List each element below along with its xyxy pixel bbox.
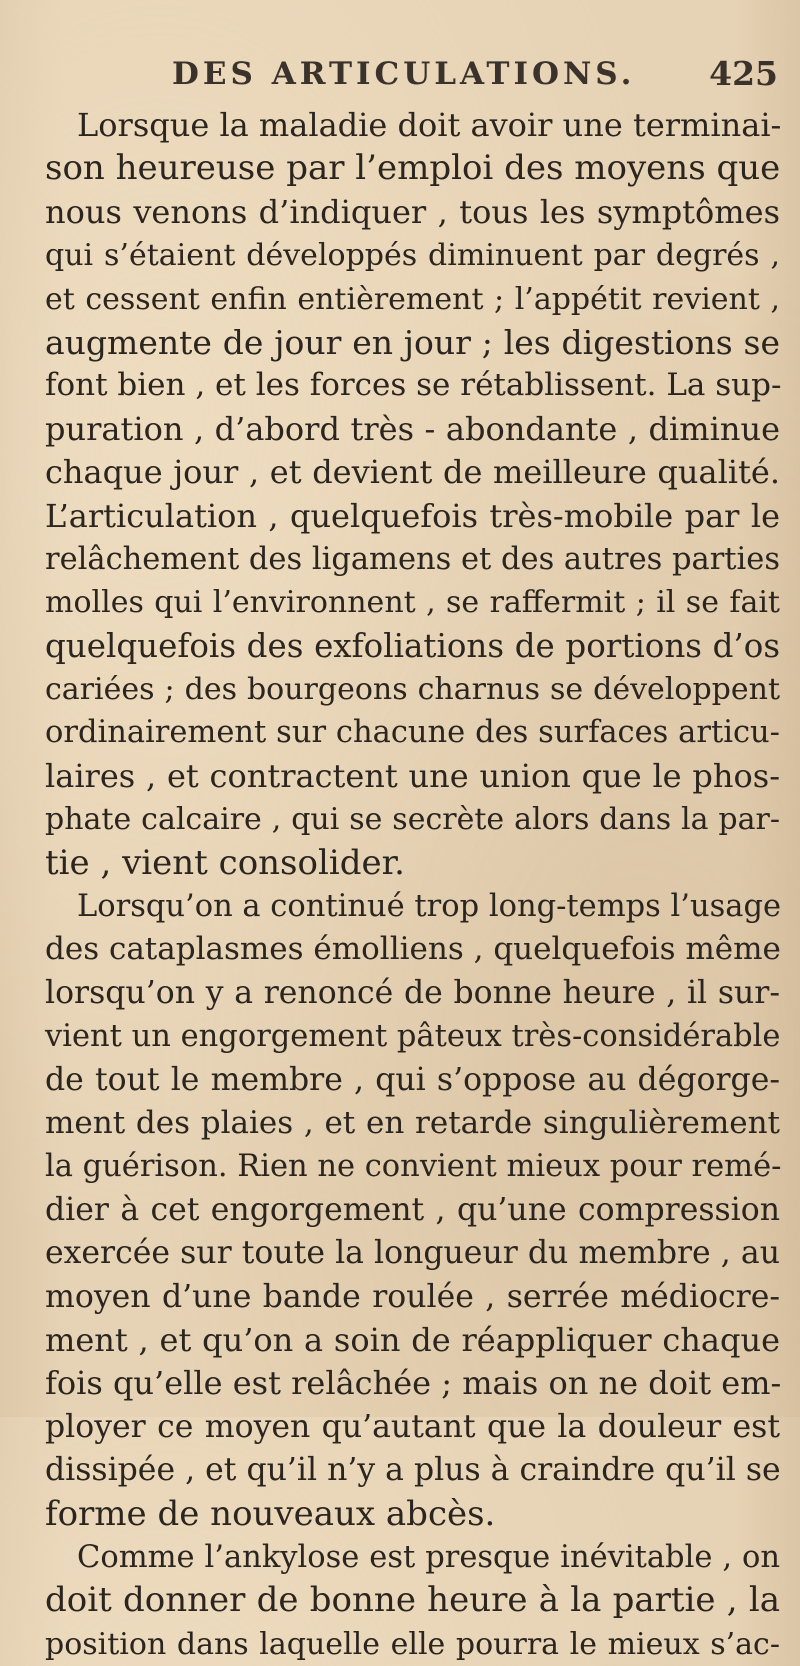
- text-line: laires , et contractent une union que le phos-: [45, 756, 780, 795]
- text-line: chaque jour , et devient de meilleure qualité.: [45, 453, 780, 492]
- text-line: ployer ce moyen qu’autant que la douleur est: [45, 1408, 780, 1445]
- text-line: ordinairement sur chacune des surfaces articu-: [45, 715, 780, 751]
- text-line: ment des plaies , et en retarde singulièrement: [45, 1104, 780, 1141]
- text-line: dissipée , et qu’il n’y a plus à craindre qu’il se: [45, 1452, 781, 1489]
- text-line: Lorsque la maladie doit avoir une terminai-: [77, 106, 782, 144]
- text-line: dier à cet engorgement , qu’une compression: [45, 1191, 780, 1228]
- text-line: Comme l’ankylose est presque inévitable , on: [77, 1539, 780, 1575]
- text-line: lorsqu’on y a renoncé de bonne heure , il sur-: [45, 974, 780, 1011]
- text-line: molles qui l’environnent , se raffermit ; il se fait: [45, 585, 780, 621]
- text-line: des cataplasmes émolliens , quelquefois même: [45, 931, 781, 968]
- text-line: L’articulation , quelquefois très-mobile par le: [45, 496, 780, 535]
- text-line: fois qu’elle est relâchée ; mais on ne doit em-: [45, 1364, 782, 1403]
- page-number: 425: [709, 54, 778, 93]
- text-line: phate calcaire , qui se secrète alors dans la par-: [45, 802, 780, 838]
- text-line: Lorsqu’on a continué trop long-temps l’usage: [77, 889, 782, 925]
- running-head: [80, 56, 778, 100]
- text-line: quelquefois des exfoliations de portions d’os: [45, 626, 780, 665]
- text-line: qui s’étaient développés diminuent par degrés ,: [45, 238, 780, 274]
- text-line: vient un engorgement pâteux très-considérable: [45, 1019, 781, 1055]
- text-line: doit donner de bonne heure à la partie , la: [45, 1580, 780, 1621]
- text-line: moyen d’une bande roulée , serrée médiocre-: [45, 1278, 780, 1315]
- text-line: forme de nouveaux abcès.: [45, 1493, 496, 1534]
- running-title: DES ARTICULATIONS.: [172, 56, 636, 92]
- text-line: ment , et qu’on a soin de réappliquer chaque: [45, 1320, 780, 1359]
- text-line: font bien , et les forces se rétablissent. La sup-: [45, 367, 782, 404]
- body-text: [45, 104, 780, 1666]
- text-line: position dans laquelle elle pourra le mieux s’ac-: [45, 1626, 780, 1662]
- text-line: puration , d’abord très - abondante , diminue: [45, 409, 780, 448]
- text-line: tie , vient consolider.: [45, 842, 405, 883]
- text-line: relâchement des ligamens et des autres parties: [45, 541, 780, 577]
- text-line: exercée sur toute la longueur du membre , au: [45, 1235, 780, 1272]
- text-line: augmente de jour en jour ; les digestions se: [45, 322, 780, 362]
- text-line: nous venons d’indiquer , tous les symptômes: [45, 192, 780, 231]
- text-line: la guérison. Rien ne convient mieux pour remé-: [45, 1149, 782, 1185]
- text-line: son heureuse par l’emploi des moyens que: [45, 148, 781, 189]
- text-line: cariées ; des bourgeons charnus se développent: [45, 672, 780, 708]
- text-line: de tout le membre , qui s’oppose au dégorge-: [45, 1061, 780, 1098]
- text-line: et cessent enfin entièrement ; l’appétit revient ,: [45, 281, 780, 317]
